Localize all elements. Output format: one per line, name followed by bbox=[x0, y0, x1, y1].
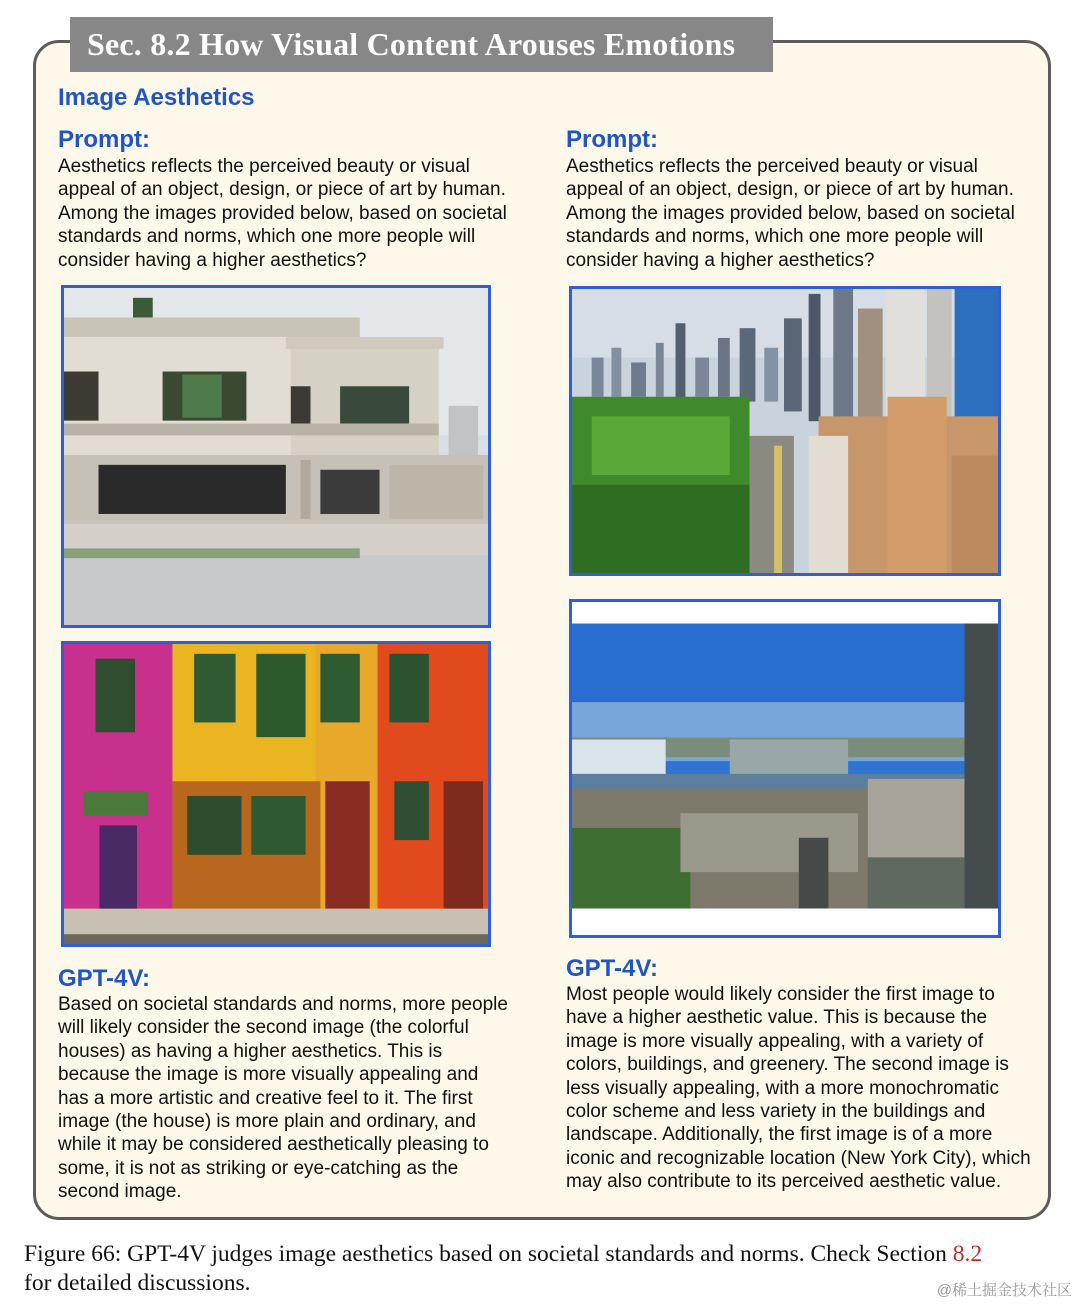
text-line: second image. bbox=[58, 1181, 182, 1203]
text-line: standards and norms, which one more people will bbox=[58, 226, 476, 248]
text-line: has a more artistic and creative feel to it. The first bbox=[58, 1087, 473, 1109]
text-line: because the image is more visually appealing and bbox=[58, 1064, 479, 1086]
city-view-photo bbox=[569, 599, 1001, 938]
text-line: will likely consider the second image (the colorful bbox=[58, 1017, 469, 1039]
text-line: appeal of an object, design, or piece of art by human. bbox=[58, 179, 506, 201]
caption-text: Figure 66: GPT-4V judges image aesthetics based on societal standards and norms. Check Section bbox=[24, 1241, 953, 1267]
right-response-heading: GPT-4V: bbox=[566, 955, 659, 982]
page-subtitle: Image Aesthetics bbox=[58, 84, 255, 111]
text-line: some, it is not as striking or eye-catching as the bbox=[58, 1157, 459, 1179]
text-line: color scheme and less variety in the buildings and bbox=[566, 1101, 986, 1123]
left-prompt-heading: Prompt: bbox=[58, 126, 150, 153]
text-line: may also contribute to its perceived aesthetic value. bbox=[566, 1171, 1002, 1193]
text-line: houses) as having a higher aesthetics. This is bbox=[58, 1040, 443, 1062]
text-line: Most people would likely consider the first image to bbox=[566, 984, 995, 1005]
watermark: @稀土掘金技术社区 bbox=[936, 1282, 1072, 1299]
text-line: appeal of an object, design, or piece of art by human. bbox=[566, 179, 1014, 201]
text-line: have a higher aesthetic value. This is because the bbox=[566, 1007, 988, 1029]
figure-caption bbox=[24, 1240, 1069, 1298]
caption-text: for detailed discussions. bbox=[24, 1270, 251, 1296]
house-photo bbox=[61, 285, 491, 628]
text-line: colors, buildings, and greenery. The second image is bbox=[566, 1054, 1009, 1076]
section-banner: Sec. 8.2 How Visual Content Arouses Emotions bbox=[70, 17, 773, 72]
text-line: Among the images provided below, based on societal bbox=[566, 202, 1015, 224]
text-line: consider having a higher aesthetics? bbox=[566, 249, 875, 271]
text-line: image is more visually appealing, with a variety of bbox=[566, 1030, 984, 1052]
text-line: consider having a higher aesthetics? bbox=[58, 249, 367, 271]
text-line: iconic and recognizable location (New York City), which bbox=[566, 1147, 1031, 1169]
text-line: Based on societal standards and norms, more people bbox=[58, 994, 508, 1015]
right-prompt-heading: Prompt: bbox=[566, 126, 658, 153]
text-line: Among the images provided below, based on societal bbox=[58, 202, 507, 224]
text-line: image (the house) is more plain and ordinary, and bbox=[58, 1111, 476, 1133]
right-response-text bbox=[566, 983, 1031, 1194]
left-response-heading: GPT-4V: bbox=[58, 965, 151, 992]
text-line: standards and norms, which one more people will bbox=[566, 226, 984, 248]
right-prompt-text bbox=[566, 155, 1015, 272]
left-prompt-text bbox=[58, 155, 507, 272]
central-park-photo bbox=[569, 286, 1001, 576]
text-line: Aesthetics reflects the perceived beauty or visual bbox=[566, 156, 978, 177]
text-line: landscape. Additionally, the first image is of a more bbox=[566, 1124, 993, 1146]
section-reference-link[interactable]: 8.2 bbox=[952, 1241, 983, 1267]
left-response-text bbox=[58, 993, 508, 1204]
text-line: less visually appealing, with a more monochromatic bbox=[566, 1077, 999, 1099]
text-line: Aesthetics reflects the perceived beauty or visual bbox=[58, 156, 470, 177]
text-line: while it may be considered aesthetically pleasing to bbox=[58, 1134, 489, 1156]
colorful-houses-photo bbox=[61, 641, 491, 947]
